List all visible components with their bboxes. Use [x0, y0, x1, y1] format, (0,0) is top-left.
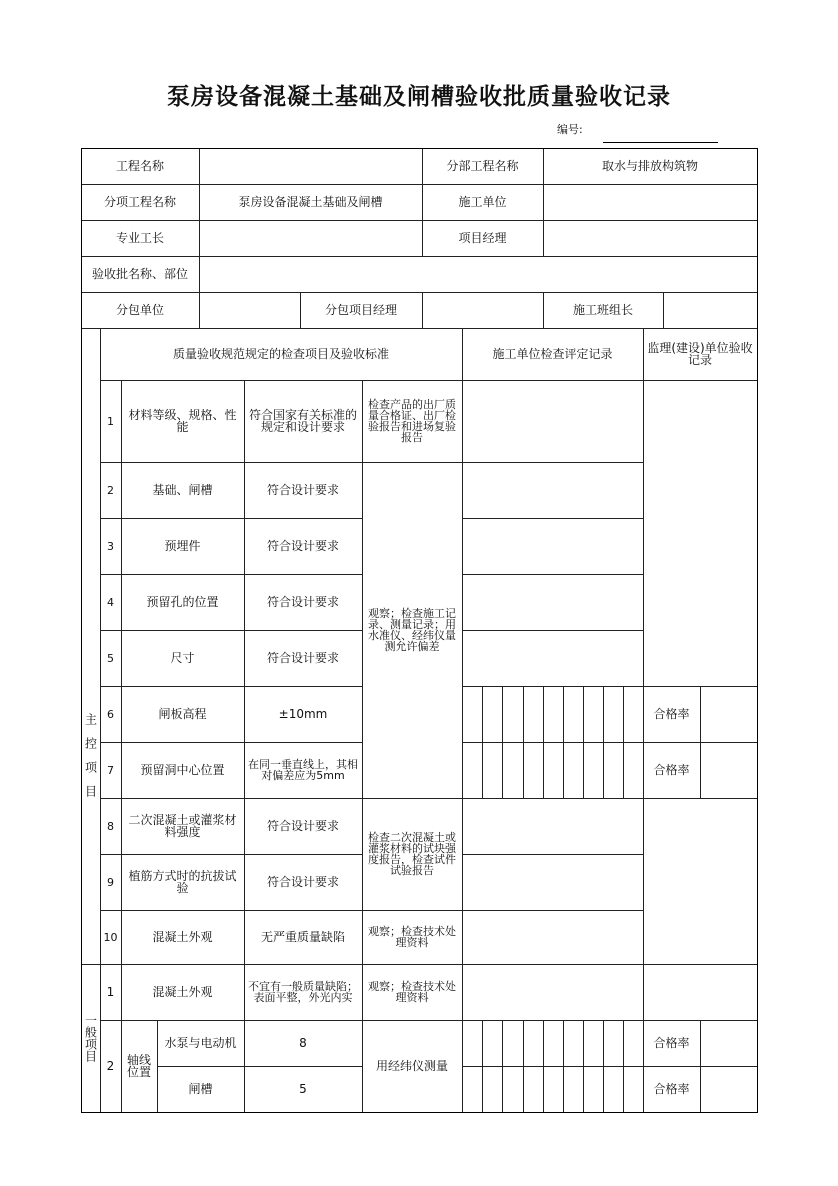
record-subcell[interactable]	[482, 742, 503, 799]
main-item-standard: 符合设计要求	[244, 798, 363, 855]
general-item-2a-standard: 8	[244, 1020, 363, 1067]
record-subcell[interactable]	[502, 742, 524, 799]
record-subcell[interactable]	[623, 742, 644, 799]
record-subcell[interactable]	[603, 686, 624, 743]
contractor-record-cell[interactable]	[462, 462, 644, 519]
record-subcell[interactable]	[523, 1066, 544, 1113]
contractor-record-cell[interactable]	[462, 518, 644, 575]
record-subcell[interactable]	[603, 1020, 624, 1067]
general-item-2a-name: 水泵与电动机	[157, 1020, 245, 1067]
team-leader-value[interactable]	[663, 292, 758, 329]
main-item-name: 尺寸	[121, 630, 245, 687]
foreman-label: 专业工长	[81, 220, 200, 257]
supervisor-record-header: 监理(建设)单位验收记录	[643, 328, 758, 381]
record-subcell[interactable]	[583, 742, 604, 799]
main-item-standard: 符合设计要求	[244, 574, 363, 631]
standard-header: 质量验收规范规定的检查项目及验收标准	[100, 328, 463, 381]
contractor-record-header: 施工单位检查评定记录	[462, 328, 644, 381]
record-subcell[interactable]	[583, 1066, 604, 1113]
main-item-name: 预留洞中心位置	[121, 742, 245, 799]
division-value[interactable]: 取水与排放构筑物	[543, 148, 758, 185]
pass-rate-value[interactable]	[700, 1066, 758, 1113]
record-subcell[interactable]	[502, 1020, 524, 1067]
record-subcell[interactable]	[583, 686, 604, 743]
contractor-record-cell[interactable]	[462, 910, 644, 965]
pass-rate-label: 合格率	[643, 1020, 701, 1067]
sub-pm-value[interactable]	[422, 292, 544, 329]
record-subcell[interactable]	[583, 1020, 604, 1067]
subitem-value[interactable]: 泵房设备混凝土基础及闸槽	[199, 184, 423, 221]
main-section-label: 主控项目	[81, 328, 101, 965]
record-subcell[interactable]	[603, 742, 624, 799]
main-item-no: 2	[100, 462, 122, 519]
project-name-value[interactable]	[199, 148, 423, 185]
general-item-1-name: 混凝土外观	[121, 964, 245, 1021]
record-subcell[interactable]	[523, 686, 544, 743]
main-item-standard: 符合国家有关标准的规定和设计要求	[244, 380, 363, 463]
team-leader-label: 施工班组长	[543, 292, 664, 329]
general-item-2-no: 2	[100, 1020, 122, 1113]
method-cell-10: 观察；检查技术处理资料	[362, 910, 463, 965]
main-item-name: 混凝土外观	[121, 910, 245, 965]
pass-rate-label: 合格率	[643, 742, 701, 799]
code-input-line[interactable]	[603, 142, 718, 143]
pass-rate-value[interactable]	[700, 686, 758, 743]
general-item-1-no: 1	[100, 964, 122, 1021]
method-cell-1: 检查产品的出厂质量合格证、出厂检验报告和进场复验报告	[362, 380, 463, 463]
subcontractor-value[interactable]	[199, 292, 301, 329]
main-item-standard: 符合设计要求	[244, 462, 363, 519]
main-item-standard: 符合设计要求	[244, 518, 363, 575]
batch-label: 验收批名称、部位	[81, 256, 200, 293]
general-item-1-standard: 不宜有一般质量缺陷；表面平整，外光内实	[244, 964, 363, 1021]
batch-value[interactable]	[199, 256, 758, 293]
subitem-label: 分项工程名称	[81, 184, 200, 221]
main-item-name: 二次混凝土或灌浆材料强度	[121, 798, 245, 855]
general-item-2b-standard: 5	[244, 1066, 363, 1113]
record-subcell[interactable]	[563, 686, 584, 743]
record-subcell[interactable]	[482, 1066, 503, 1113]
record-subcell[interactable]	[462, 1020, 483, 1067]
record-subcell[interactable]	[563, 1066, 584, 1113]
record-subcell[interactable]	[543, 686, 564, 743]
project-name-label: 工程名称	[81, 148, 200, 185]
pass-rate-label: 合格率	[643, 686, 701, 743]
record-subcell[interactable]	[462, 742, 483, 799]
record-subcell[interactable]	[523, 1020, 544, 1067]
general-item-2-group: 轴线位置	[121, 1020, 158, 1113]
record-subcell[interactable]	[543, 742, 564, 799]
general-item-2b-name: 闸槽	[157, 1066, 245, 1113]
record-subcell[interactable]	[502, 686, 524, 743]
pass-rate-value[interactable]	[700, 1020, 758, 1067]
record-subcell[interactable]	[462, 1066, 483, 1113]
contractor-record-cell[interactable]	[462, 798, 644, 855]
record-subcell[interactable]	[623, 686, 644, 743]
general-item-2-method: 用经纬仪测量	[362, 1020, 463, 1113]
general-item-1-supervisor[interactable]	[643, 964, 758, 1021]
record-subcell[interactable]	[502, 1066, 524, 1113]
record-subcell[interactable]	[482, 1020, 503, 1067]
contractor-record-cell[interactable]	[462, 630, 644, 687]
main-item-no: 4	[100, 574, 122, 631]
document-title: 泵房设备混凝土基础及闸槽验收批质量验收记录	[167, 84, 671, 110]
record-subcell[interactable]	[543, 1066, 564, 1113]
record-subcell[interactable]	[563, 742, 584, 799]
pass-rate-value[interactable]	[700, 742, 758, 799]
main-item-standard: ±10mm	[244, 686, 363, 743]
pm-label: 项目经理	[422, 220, 544, 257]
contractor-record-cell[interactable]	[462, 380, 644, 463]
general-section-label: 一般项目	[81, 964, 101, 1113]
record-subcell[interactable]	[563, 1020, 584, 1067]
pass-rate-label: 合格率	[643, 1066, 701, 1113]
record-subcell[interactable]	[623, 1066, 644, 1113]
method-cell-8-9: 检查二次混凝土或灌浆材料的试块强度报告，检查试件试验报告	[362, 798, 463, 911]
method-cell-2-7: 观察；检查施工记录、测量记录；用水准仪、经纬仪量测允许偏差	[362, 462, 463, 799]
main-item-no: 10	[100, 910, 122, 965]
main-item-no: 6	[100, 686, 122, 743]
main-item-no: 8	[100, 798, 122, 855]
general-item-1-record[interactable]	[462, 964, 644, 1021]
main-item-name: 预埋件	[121, 518, 245, 575]
sub-pm-label: 分包项目经理	[300, 292, 423, 329]
record-subcell[interactable]	[623, 1020, 644, 1067]
division-label: 分部工程名称	[422, 148, 544, 185]
record-subcell[interactable]	[482, 686, 503, 743]
main-item-no: 5	[100, 630, 122, 687]
supervisor-record-8-10[interactable]	[643, 798, 758, 965]
main-item-name: 植筋方式时的抗拔试验	[121, 854, 245, 911]
code-label: 编号:	[557, 123, 583, 136]
main-item-standard: 符合设计要求	[244, 630, 363, 687]
main-item-name: 预留孔的位置	[121, 574, 245, 631]
contractor-record-cell[interactable]	[462, 854, 644, 911]
record-subcell[interactable]	[523, 742, 544, 799]
contractor-record-cell[interactable]	[462, 574, 644, 631]
subcontractor-label: 分包单位	[81, 292, 200, 329]
supervisor-record-1-5[interactable]	[643, 380, 758, 687]
main-item-standard: 无严重质量缺陷	[244, 910, 363, 965]
pm-value[interactable]	[543, 220, 758, 257]
main-item-standard: 在同一垂直线上，其相对偏差应为5mm	[244, 742, 363, 799]
main-item-name: 闸板高程	[121, 686, 245, 743]
main-item-no: 7	[100, 742, 122, 799]
main-item-no: 9	[100, 854, 122, 911]
main-item-name: 材料等级、规格、性能	[121, 380, 245, 463]
foreman-value[interactable]	[199, 220, 423, 257]
contractor-label: 施工单位	[422, 184, 544, 221]
main-item-standard: 符合设计要求	[244, 854, 363, 911]
record-subcell[interactable]	[603, 1066, 624, 1113]
contractor-value[interactable]	[543, 184, 758, 221]
record-subcell[interactable]	[462, 686, 483, 743]
main-item-name: 基础、闸槽	[121, 462, 245, 519]
main-item-no: 1	[100, 380, 122, 463]
record-subcell[interactable]	[543, 1020, 564, 1067]
main-item-no: 3	[100, 518, 122, 575]
general-item-1-method: 观察；检查技术处理资料	[362, 964, 463, 1021]
